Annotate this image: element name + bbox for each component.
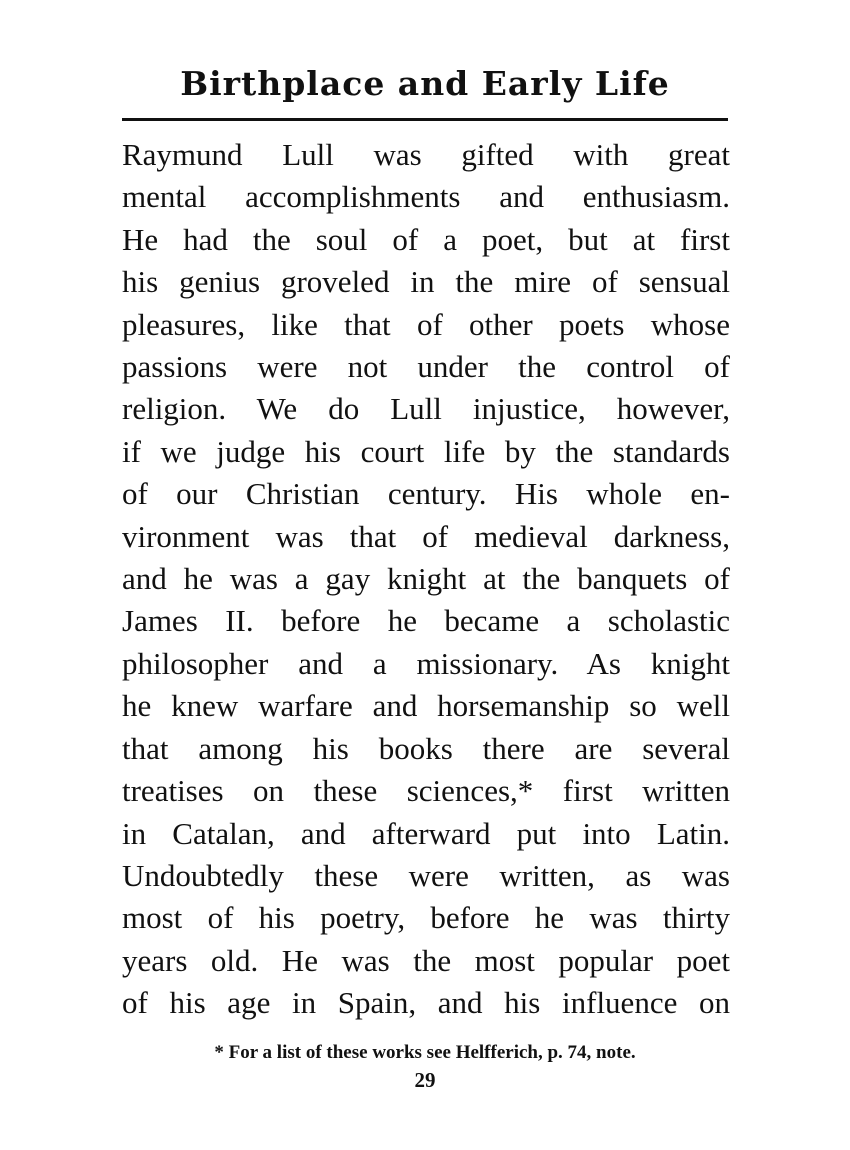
text-line: philosopher and a missionary. As knight	[122, 645, 730, 681]
text-line: Undoubtedly these were written, as was	[122, 857, 730, 893]
text-line: pleasures, like that of other poets whose	[122, 306, 730, 342]
text-line: passions were not under the control of	[122, 349, 730, 385]
text-line: He had the soul of a poet, but at first	[122, 221, 730, 257]
header-rule	[122, 118, 728, 121]
text-line: in Catalan, and afterward put into Latin.	[122, 815, 730, 851]
text-line: religion. We do Lull injustice, however,	[122, 391, 730, 427]
text-line: Raymund Lull was gifted with great	[122, 137, 730, 172]
text-line: of our Christian century. His whole en-	[122, 476, 730, 512]
text-line: most of his poetry, before he was thirty	[122, 900, 730, 936]
text-line: vironment was that of medieval darkness,	[122, 518, 730, 554]
text-line: treatises on these sciences,* first written	[122, 773, 730, 809]
text-line: and he was a gay knight at the banquets of	[122, 561, 730, 597]
running-head: Birthplace and Early Life	[180, 64, 670, 103]
footnote: * For a list of these works see Helfferich, p. 74, note.	[214, 1042, 636, 1063]
text-line: mental accomplishments and enthusiasm.	[122, 179, 730, 215]
text-line: his genius groveled in the mire of sensual	[122, 264, 730, 300]
text-line: that among his books there are several	[122, 730, 730, 766]
text-line: years old. He was the most popular poet	[122, 942, 730, 978]
text-line: James II. before he became a scholastic	[122, 603, 730, 639]
body-text	[122, 134, 730, 1025]
page-number: 29	[414, 1068, 436, 1092]
text-line: he knew warfare and horsemanship so well	[122, 688, 730, 724]
text-line: of his age in Spain, and his influence on	[122, 985, 730, 1021]
text-line: if we judge his court life by the standards	[122, 433, 730, 469]
